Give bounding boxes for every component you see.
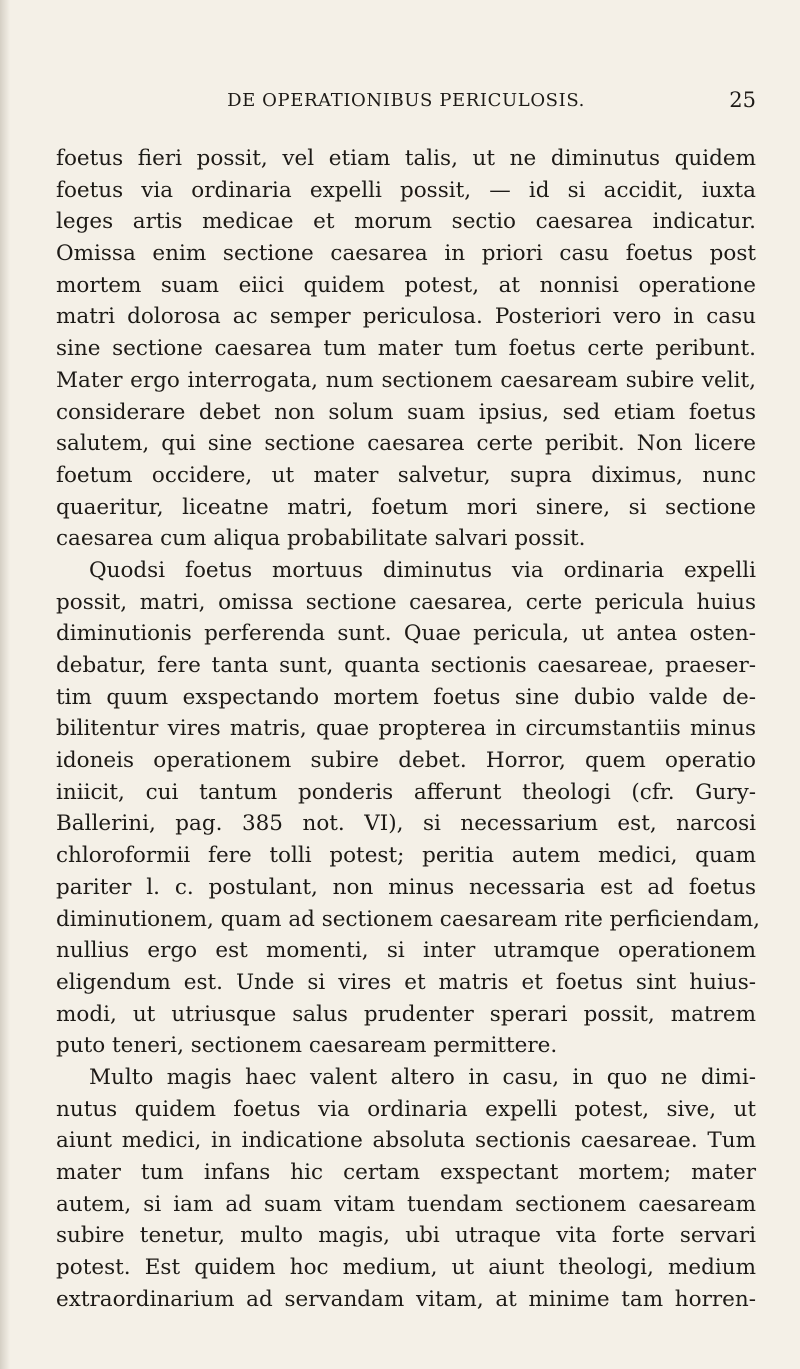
text-line: leges artis medicae et morum sectio caesarea indicatur. — [56, 209, 756, 235]
text-line: considerare debet non solum suam ipsius, sed etiam foetus — [56, 399, 756, 425]
text-line: autem, si iam ad suam vitam tuendam sectionem caesaream — [56, 1191, 756, 1217]
text-line: tim quum exspectando mortem foetus sine dubio valde de- — [56, 684, 756, 710]
text-line: pariter l. c. postulant, non minus necessaria est ad foetus — [56, 874, 756, 900]
text-line: quaeritur, liceatne matri, foetum mori sinere, si sectione — [56, 494, 756, 520]
text-line: nutus quidem foetus via ordinaria expelli potest, sive, ut — [56, 1096, 756, 1122]
text-line: Quodsi foetus mortuus diminutus via ordinaria expelli — [89, 557, 756, 583]
text-line: nullius ergo est momenti, si inter utramque operationem — [56, 938, 756, 964]
text-line: Omissa enim sectione caesarea in priori casu foetus post — [56, 241, 756, 267]
page-edge-shadow — [0, 0, 10, 1369]
text-line: extraordinarium ad servandam vitam, at minime tam horren- — [56, 1286, 756, 1312]
text-line: debatur, fere tanta sunt, quanta sectionis caesareae, praeser- — [56, 653, 756, 678]
text-line: subire tenetur, multo magis, ubi utraque vita forte servari — [56, 1223, 756, 1249]
text-line: mortem suam eiici quidem potest, at nonnisi operatione — [56, 272, 756, 298]
text-line: foetum occidere, ut mater salvetur, supra diximus, nunc — [56, 462, 756, 488]
text-line: possit, matri, omissa sectione caesarea, certe pericula huius — [56, 589, 756, 615]
body-text — [56, 143, 761, 1315]
page-number: 25 — [729, 88, 756, 112]
text-line: eligendum est. Unde si vires et matris et foetus sint huius- — [56, 969, 756, 995]
text-line: diminutionis perferenda sunt. Quae pericula, ut antea osten- — [56, 621, 756, 647]
text-line: chloroformii fere tolli potest; peritia autem medici, quam — [56, 843, 756, 869]
page-header — [56, 86, 756, 116]
text-line: diminutionem, quam ad sectionem caesaream rite perficiendam, — [56, 906, 761, 932]
text-line: bilitentur vires matris, quae propterea in circumstantiis minus — [56, 716, 756, 742]
text-line: Multo magis haec valent altero in casu, in quo ne dimi- — [89, 1064, 756, 1090]
text-line: foetus via ordinaria expelli possit, — id si accidit, iuxta — [56, 177, 756, 203]
text-line: sine sectione caesarea tum mater tum foetus certe peribunt. — [56, 336, 756, 362]
text-line: matri dolorosa ac semper periculosa. Posteriori vero in casu — [56, 304, 756, 330]
text-line: aiunt medici, in indicatione absoluta sectionis caesareae. Tum — [56, 1128, 756, 1154]
text-line: modi, ut utriusque salus prudenter sperari possit, matrem — [56, 1001, 756, 1027]
text-line: mater tum infans hic certam exspectant mortem; mater — [56, 1160, 756, 1185]
text-line: idoneis operationem subire debet. Horror, quem operatio — [56, 748, 756, 774]
text-line: caesarea cum aliqua probabilitate salvari possit. — [56, 526, 586, 552]
text-line: salutem, qui sine sectione caesarea certe peribit. Non licere — [56, 431, 756, 457]
text-line: potest. Est quidem hoc medium, ut aiunt theologi, medium — [56, 1255, 756, 1281]
running-head: DE OPERATIONIBUS PERICULOSIS. — [227, 90, 585, 111]
text-line: puto teneri, sectionem caesaream permittere. — [56, 1033, 558, 1059]
text-line: iniicit, cui tantum ponderis afferunt theologi (cfr. Gury- — [56, 779, 756, 805]
text-line: foetus fieri possit, vel etiam talis, ut ne diminutus quidem — [56, 146, 756, 171]
text-line: Ballerini, pag. 385 not. VI), si necessarium est, narcosi — [56, 811, 756, 837]
text-line: Mater ergo interrogata, num sectionem caesaream subire velit, — [56, 367, 756, 393]
